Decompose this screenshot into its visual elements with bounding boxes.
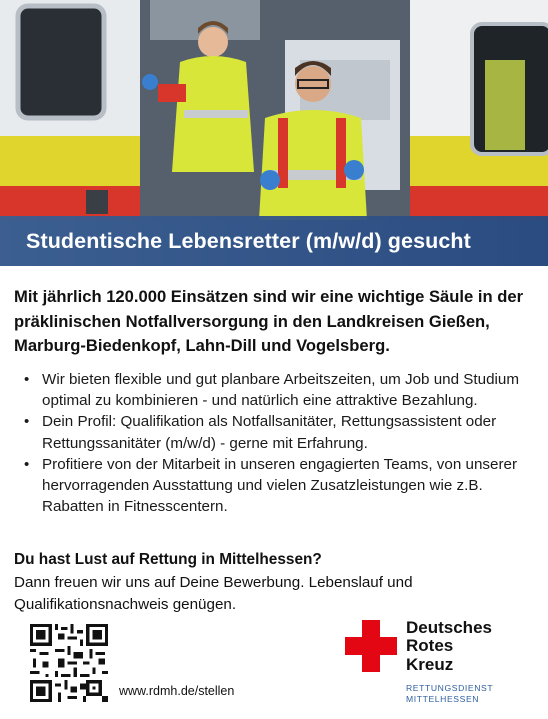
bullet-text: Dein Profil: Qualifikation als Notfallsanitäter, Rettungsassistent oder Rettungssanitäter (m/w/d) - gerne mit Erfahrung. <box>42 413 497 452</box>
bullet-icon: • <box>24 455 30 473</box>
bullet-icon: • <box>24 371 30 388</box>
bullet-text: Profitiere von der Mitarbeit in unseren engagierten Teams, von unserer hervorragenden Ausstattung und vielen Zusatzleistungen wie z.B. Rabatten in Fitnesscentern. <box>42 455 518 516</box>
careers-link[interactable]: www.rdmh.de/stellen <box>119 684 235 698</box>
organization-name-line: Rotes <box>406 636 454 656</box>
organization-subtitle-line: RETTUNGSDIENST <box>406 683 494 693</box>
page-title: Studentische Lebensretter (m/w/d) gesucht <box>26 229 471 253</box>
bullet-icon: • <box>24 413 30 431</box>
list-item <box>22 369 532 411</box>
organization-subtitle-line: MITTELHESSEN <box>406 694 480 704</box>
list-item <box>22 454 532 518</box>
cta-text: Dann freuen wir uns auf Deine Bewerbung. Lebenslauf und Qualifikationsnachweis genügen. <box>14 574 413 613</box>
organization-name-line: Deutsches <box>406 618 492 637</box>
intro-paragraph: Mit jährlich 120.000 Einsätzen sind wir eine wichtige Säule in der präklinischen Notfallversorgung in den Landkreisen Gießen, Marburg-Biedenkopf, Lahn-Dill und Vogelsberg. <box>14 287 524 356</box>
cta-heading: Du hast Lust auf Rettung in Mittelhessen? <box>14 551 322 568</box>
benefits-list <box>22 369 532 517</box>
list-item <box>22 411 532 453</box>
organization-name-line: Kreuz <box>406 654 454 674</box>
organization-name <box>406 619 492 674</box>
bullet-text: Wir bieten flexible und gut planbare Arbeitszeiten, um Job und Studium optimal zu kombinieren - und natürlich eine attraktive Bezahlung. <box>42 371 519 410</box>
organization-subtitle <box>406 683 493 705</box>
red-cross-icon <box>345 620 397 672</box>
qr-code-icon[interactable] <box>30 624 108 702</box>
